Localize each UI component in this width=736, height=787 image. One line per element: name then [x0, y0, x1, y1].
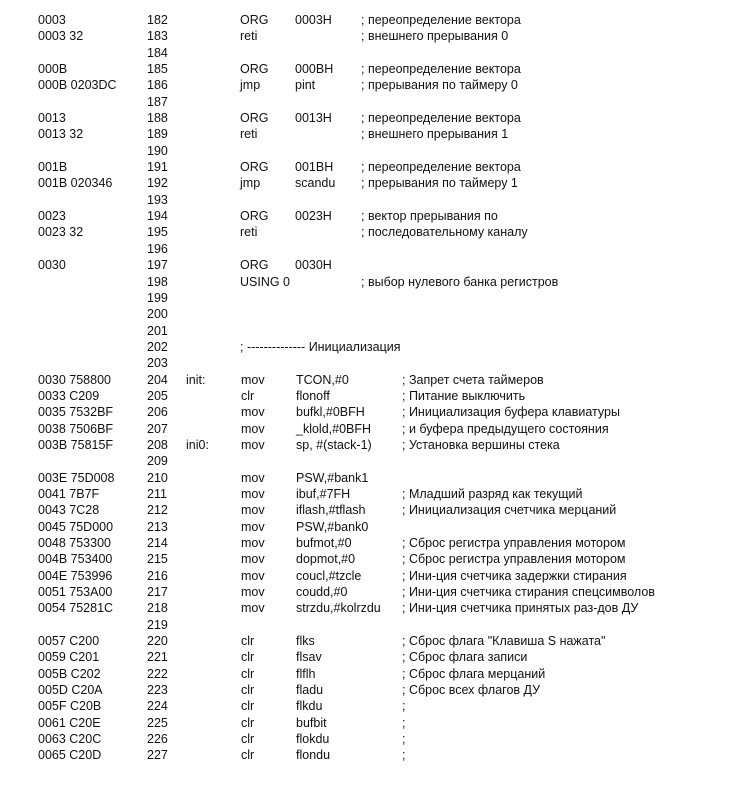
- line-number-cell: 201: [147, 323, 168, 338]
- line-number-cell: 223: [147, 683, 168, 698]
- comment-cell: ; внешнего прерывания 0: [361, 29, 509, 44]
- comment-cell: ; -------------- Инициализация: [240, 339, 401, 354]
- line-number-cell: 218: [147, 601, 168, 616]
- line-number-cell: 211: [147, 486, 167, 501]
- operand-cell: flokdu: [296, 732, 330, 747]
- line-number-cell: 199: [147, 290, 168, 305]
- mnemonic-cell: ORG: [240, 160, 269, 175]
- listing-line: [0, 355, 736, 371]
- comment-cell: ; Ини-ция счетчика стирания спецсимволов: [402, 585, 655, 600]
- comment-cell: ; Младший разряд как текущий: [402, 486, 583, 501]
- line-number-cell: 204: [147, 372, 168, 387]
- listing-line: [0, 274, 736, 290]
- comment-cell: ; выбор нулевого банка регистров: [361, 274, 559, 289]
- comment-cell: ; прерывания по таймеру 0: [361, 78, 518, 93]
- listing-line: [0, 28, 736, 44]
- comment-cell: ; переопределение вектора: [361, 13, 521, 27]
- line-number-cell: 202: [147, 339, 168, 354]
- listing-line: [0, 502, 736, 518]
- address-cell: 0003: [38, 13, 66, 27]
- line-number-cell: 183: [147, 29, 168, 44]
- comment-cell: ; переопределение вектора: [361, 160, 521, 175]
- line-number-cell: 192: [147, 176, 168, 191]
- mnemonic-cell: ORG: [240, 111, 269, 126]
- listing-line: [0, 600, 736, 616]
- mnemonic-cell: mov: [241, 503, 265, 518]
- listing-line: [0, 617, 736, 633]
- listing-line: [0, 159, 736, 175]
- line-number-cell: 216: [147, 568, 168, 583]
- operand-cell: 0030H: [295, 258, 332, 273]
- line-number-cell: 198: [147, 274, 168, 289]
- address-cell: 003E 75D008: [38, 470, 115, 485]
- listing-line: [0, 257, 736, 273]
- label-cell: init:: [186, 372, 206, 387]
- address-cell: 0023 32: [38, 225, 84, 240]
- address-cell: 0013: [38, 111, 66, 126]
- listing-line: [0, 584, 736, 600]
- listing-line: [0, 45, 736, 61]
- line-number-cell: 196: [147, 241, 168, 256]
- listing-line: [0, 568, 736, 584]
- comment-cell: ; прерывания по таймеру 1: [361, 176, 518, 191]
- listing-line: [0, 551, 736, 567]
- comment-cell: ; Сброс флага "Клавиша S нажата": [402, 634, 606, 649]
- address-cell: 0057 C200: [38, 634, 100, 649]
- line-number-cell: 187: [147, 94, 168, 109]
- assembly-listing: [0, 12, 736, 764]
- address-cell: 0013 32: [38, 127, 84, 142]
- mnemonic-cell: mov: [241, 437, 265, 452]
- address-cell: 000B 0203DC: [38, 78, 117, 93]
- label-cell: ini0:: [186, 437, 209, 452]
- mnemonic-cell: mov: [241, 421, 265, 436]
- mnemonic-cell: mov: [241, 585, 265, 600]
- address-cell: 0061 C20E: [38, 715, 101, 730]
- comment-cell: ;: [402, 699, 406, 714]
- mnemonic-cell: mov: [241, 519, 265, 534]
- listing-line: [0, 698, 736, 714]
- address-cell: 0054 75281C: [38, 601, 114, 616]
- mnemonic-cell: jmp: [240, 176, 261, 191]
- comment-cell: ; вектор прерывания по: [361, 209, 498, 224]
- address-cell: 000B: [38, 62, 68, 77]
- line-number-cell: 214: [147, 536, 168, 550]
- mnemonic-cell: ORG: [240, 13, 269, 27]
- address-cell: 001B 020346: [38, 176, 113, 191]
- comment-cell: ; Сброс флага записи: [402, 650, 528, 665]
- address-cell: 004E 753996: [38, 568, 113, 583]
- line-number-cell: 225: [147, 715, 168, 730]
- address-cell: 0065 C20D: [38, 748, 102, 763]
- listing-line: [0, 77, 736, 93]
- address-cell: 0063 C20C: [38, 732, 102, 747]
- operand-cell: 001BH: [295, 160, 334, 175]
- operand-cell: flks: [296, 634, 315, 649]
- address-cell: 0003 32: [38, 29, 84, 44]
- comment-cell: ; Сброс флага мерцаний: [402, 666, 546, 681]
- line-number-cell: 206: [147, 405, 168, 420]
- address-cell: 0048 753300: [38, 536, 111, 550]
- comment-cell: ; Инициализация буфера клавиатуры: [402, 405, 620, 420]
- line-number-cell: 220: [147, 634, 168, 649]
- mnemonic-cell: reti: [240, 225, 258, 240]
- address-cell: 0023: [38, 209, 66, 224]
- line-number-cell: 185: [147, 62, 168, 77]
- line-number-cell: 212: [147, 503, 168, 518]
- address-cell: 0030: [38, 258, 66, 273]
- address-cell: 001B: [38, 160, 68, 175]
- listing-line: [0, 208, 736, 224]
- listing-line: [0, 323, 736, 339]
- mnemonic-cell: mov: [241, 552, 265, 567]
- mnemonic-cell: clr: [241, 666, 255, 681]
- listing-line: [0, 519, 736, 535]
- mnemonic-cell: mov: [241, 568, 265, 583]
- mnemonic-cell: clr: [241, 748, 255, 763]
- mnemonic-cell: clr: [241, 634, 255, 649]
- listing-line: [0, 306, 736, 322]
- address-cell: 0045 75D000: [38, 519, 114, 534]
- operand-cell: PSW,#bank0: [296, 519, 369, 534]
- mnemonic-cell: clr: [241, 699, 255, 714]
- line-number-cell: 186: [147, 78, 168, 93]
- operand-cell: pint: [295, 78, 316, 93]
- comment-cell: ; Инициализация счетчика мерцаний: [402, 503, 617, 518]
- listing-line: [0, 94, 736, 110]
- mnemonic-cell: mov: [241, 470, 265, 485]
- listing-line: [0, 421, 736, 437]
- operand-cell: PSW,#bank1: [296, 470, 369, 485]
- comment-cell: ; Ини-ция счетчика задержки стирания: [402, 568, 627, 583]
- listing-line: [0, 241, 736, 257]
- mnemonic-cell: mov: [241, 601, 265, 616]
- line-number-cell: 197: [147, 258, 168, 273]
- line-number-cell: 195: [147, 225, 168, 240]
- mnemonic-cell: clr: [241, 683, 255, 698]
- mnemonic-cell: ORG: [240, 258, 269, 273]
- line-number-cell: 213: [147, 519, 168, 534]
- comment-cell: ; переопределение вектора: [361, 111, 521, 126]
- listing-line: [0, 486, 736, 502]
- mnemonic-cell: USING 0: [240, 274, 291, 289]
- comment-cell: ;: [402, 748, 406, 763]
- line-number-cell: 224: [147, 699, 168, 714]
- line-number-cell: 190: [147, 143, 168, 158]
- listing-line: [0, 143, 736, 159]
- line-number-cell: 227: [147, 748, 168, 763]
- operand-cell: TCON,#0: [296, 372, 349, 387]
- operand-cell: 000BH: [295, 62, 334, 77]
- line-number-cell: 203: [147, 356, 168, 371]
- line-number-cell: 226: [147, 732, 168, 747]
- comment-cell: ; переопределение вектора: [361, 62, 521, 77]
- mnemonic-cell: mov: [241, 486, 265, 501]
- operand-cell: strzdu,#kolrzdu: [296, 601, 381, 616]
- operand-cell: bufkl,#0BFH: [296, 405, 365, 420]
- listing-line: [0, 682, 736, 698]
- listing-line: [0, 224, 736, 240]
- address-cell: 0041 7B7F: [38, 486, 100, 501]
- listing-line: [0, 649, 736, 665]
- comment-cell: ; Ини-ция счетчика принятых раз-дов ДУ: [402, 601, 639, 616]
- listing-line: [0, 126, 736, 142]
- line-number-cell: 205: [147, 388, 168, 403]
- listing-line: [0, 470, 736, 486]
- comment-cell: ; Сброс всех флагов ДУ: [402, 683, 541, 698]
- mnemonic-cell: jmp: [240, 78, 261, 93]
- mnemonic-cell: reti: [240, 127, 258, 142]
- line-number-cell: 194: [147, 209, 168, 224]
- listing-line: [0, 437, 736, 453]
- line-number-cell: 191: [147, 160, 168, 175]
- listing-line: [0, 61, 736, 77]
- mnemonic-cell: clr: [241, 650, 255, 665]
- listing-line: [0, 110, 736, 126]
- line-number-cell: 200: [147, 307, 168, 322]
- comment-cell: ; Запрет счета таймеров: [402, 372, 544, 387]
- mnemonic-cell: mov: [241, 405, 265, 420]
- listing-line: [0, 633, 736, 649]
- mnemonic-cell: ORG: [240, 62, 269, 77]
- line-number-cell: 193: [147, 192, 168, 207]
- listing-line: [0, 372, 736, 388]
- comment-cell: ; Сброс регистра управления мотором: [402, 536, 626, 550]
- line-number-cell: 219: [147, 617, 168, 632]
- comment-cell: ; последовательному каналу: [361, 225, 528, 240]
- operand-cell: sp, #(stack-1): [296, 437, 372, 452]
- listing-line: [0, 453, 736, 469]
- address-cell: 0043 7C28: [38, 503, 100, 518]
- address-cell: 003B 75815F: [38, 437, 114, 452]
- operand-cell: coucl,#tzcle: [296, 568, 362, 583]
- mnemonic-cell: clr: [241, 388, 255, 403]
- line-number-cell: 189: [147, 127, 168, 142]
- address-cell: 0038 7506BF: [38, 421, 114, 436]
- line-number-cell: 210: [147, 470, 168, 485]
- operand-cell: scandu: [295, 176, 336, 191]
- listing-line: [0, 535, 736, 551]
- mnemonic-cell: clr: [241, 715, 255, 730]
- mnemonic-cell: clr: [241, 732, 255, 747]
- comment-cell: ; Сброс регистра управления мотором: [402, 552, 626, 567]
- operand-cell: 0003H: [295, 13, 332, 27]
- address-cell: 004B 753400: [38, 552, 113, 567]
- operand-cell: coudd,#0: [296, 585, 348, 600]
- comment-cell: ; внешнего прерывания 1: [361, 127, 509, 142]
- operand-cell: iflash,#tflash: [296, 503, 366, 518]
- operand-cell: flkdu: [296, 699, 323, 714]
- operand-cell: flsav: [296, 650, 322, 665]
- address-cell: 0059 C201: [38, 650, 100, 665]
- comment-cell: ; Установка вершины стека: [402, 437, 560, 452]
- listing-line: [0, 290, 736, 306]
- address-cell: 0035 7532BF: [38, 405, 114, 420]
- operand-cell: flondu: [296, 748, 331, 763]
- address-cell: 005D C20A: [38, 683, 103, 698]
- listing-line: [0, 731, 736, 747]
- line-number-cell: 184: [147, 45, 168, 60]
- operand-cell: dopmot,#0: [296, 552, 356, 567]
- comment-cell: ;: [402, 715, 406, 730]
- address-cell: 005F C20B: [38, 699, 102, 714]
- line-number-cell: 217: [147, 585, 168, 600]
- operand-cell: bufmot,#0: [296, 536, 352, 550]
- mnemonic-cell: ORG: [240, 209, 269, 224]
- listing-line: [0, 747, 736, 763]
- line-number-cell: 207: [147, 421, 168, 436]
- operand-cell: _klold,#0BFH: [296, 421, 372, 436]
- line-number-cell: 182: [147, 13, 168, 27]
- operand-cell: bufbit: [296, 715, 327, 730]
- listing-line: [0, 404, 736, 420]
- line-number-cell: 188: [147, 111, 168, 126]
- listing-line: [0, 666, 736, 682]
- line-number-cell: 221: [147, 650, 168, 665]
- listing-line: [0, 12, 736, 28]
- operand-cell: fladu: [296, 683, 324, 698]
- listing-line: [0, 175, 736, 191]
- line-number-cell: 215: [147, 552, 168, 567]
- operand-cell: 0013H: [295, 111, 332, 126]
- line-number-cell: 222: [147, 666, 168, 681]
- line-number-cell: 208: [147, 437, 168, 452]
- operand-cell: 0023H: [295, 209, 332, 224]
- listing-line: [0, 192, 736, 208]
- address-cell: 005B C202: [38, 666, 101, 681]
- listing-line: [0, 388, 736, 404]
- operand-cell: flflh: [296, 666, 316, 681]
- mnemonic-cell: mov: [241, 372, 265, 387]
- operand-cell: flonoff: [296, 388, 330, 403]
- comment-cell: ;: [402, 732, 406, 747]
- line-number-cell: 209: [147, 454, 168, 469]
- mnemonic-cell: reti: [240, 29, 258, 44]
- mnemonic-cell: mov: [241, 536, 265, 550]
- operand-cell: ibuf,#7FH: [296, 486, 351, 501]
- address-cell: 0030 758800: [38, 372, 111, 387]
- address-cell: 0051 753A00: [38, 585, 113, 600]
- listing-line: [0, 715, 736, 731]
- address-cell: 0033 C209: [38, 388, 100, 403]
- comment-cell: ; Питание выключить: [402, 388, 526, 403]
- listing-line: [0, 339, 736, 355]
- comment-cell: ; и буфера предыдущего состояния: [402, 421, 609, 436]
